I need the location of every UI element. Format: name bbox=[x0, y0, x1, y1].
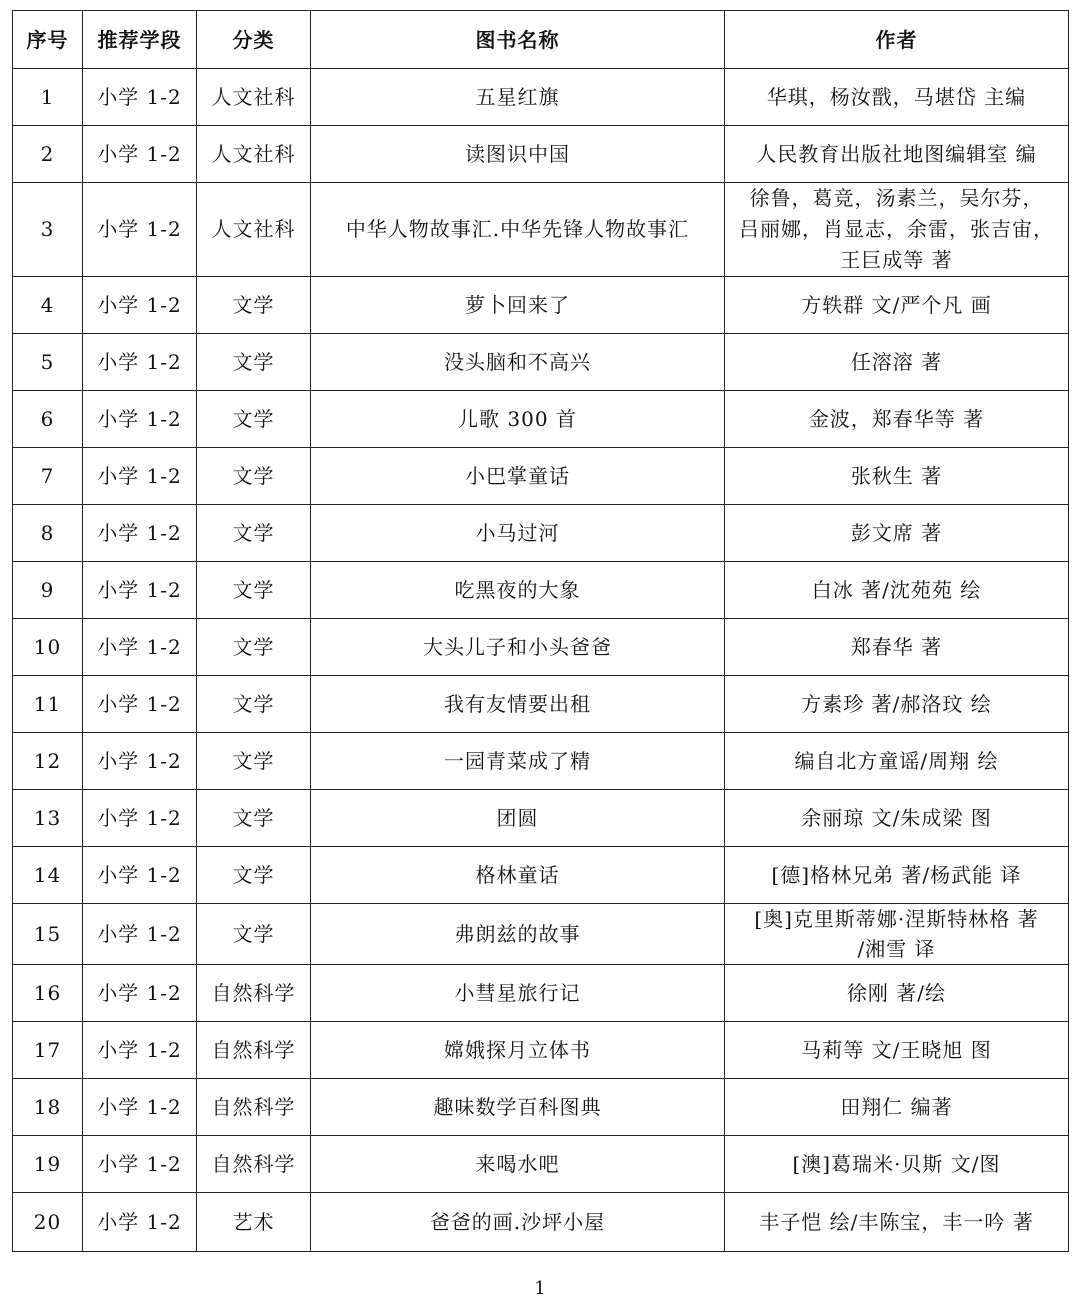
cell-author: [德]格林兄弟 著/杨武能 译 bbox=[725, 847, 1069, 904]
table-row bbox=[13, 1022, 1069, 1079]
table-row bbox=[13, 676, 1069, 733]
table-row bbox=[13, 965, 1069, 1022]
table-row bbox=[13, 391, 1069, 448]
table-row bbox=[13, 904, 1069, 965]
cell-stage: 小学 1-2 bbox=[83, 277, 197, 334]
header-stage: 推荐学段 bbox=[83, 11, 197, 69]
cell-stage: 小学 1-2 bbox=[83, 391, 197, 448]
page-number: 1 bbox=[534, 1278, 546, 1299]
cell-category: 自然科学 bbox=[197, 965, 311, 1022]
cell-title: 吃黑夜的大象 bbox=[311, 562, 725, 619]
cell-category: 文学 bbox=[197, 904, 311, 965]
cell-author: 白冰 著/沈苑苑 绘 bbox=[725, 562, 1069, 619]
cell-stage: 小学 1-2 bbox=[83, 1022, 197, 1079]
cell-title: 大头儿子和小头爸爸 bbox=[311, 619, 725, 676]
cell-stage: 小学 1-2 bbox=[83, 1193, 197, 1252]
cell-author: [奥]克里斯蒂娜·涅斯特林格 著 /湘雪 译 bbox=[725, 904, 1069, 965]
cell-category: 自然科学 bbox=[197, 1136, 311, 1193]
table-row bbox=[13, 1136, 1069, 1193]
cell-category: 自然科学 bbox=[197, 1022, 311, 1079]
cell-title: 没头脑和不高兴 bbox=[311, 334, 725, 391]
cell-stage: 小学 1-2 bbox=[83, 69, 197, 126]
cell-title: 读图识中国 bbox=[311, 126, 725, 183]
cell-stage: 小学 1-2 bbox=[83, 126, 197, 183]
cell-title: 五星红旗 bbox=[311, 69, 725, 126]
cell-index: 3 bbox=[13, 183, 83, 277]
cell-index: 9 bbox=[13, 562, 83, 619]
cell-index: 10 bbox=[13, 619, 83, 676]
cell-title: 来喝水吧 bbox=[311, 1136, 725, 1193]
cell-author: 郑春华 著 bbox=[725, 619, 1069, 676]
table-row bbox=[13, 619, 1069, 676]
cell-stage: 小学 1-2 bbox=[83, 733, 197, 790]
cell-category: 文学 bbox=[197, 448, 311, 505]
header-author: 作者 bbox=[725, 11, 1069, 69]
cell-category: 艺术 bbox=[197, 1193, 311, 1252]
table-row bbox=[13, 505, 1069, 562]
cell-category: 人文社科 bbox=[197, 69, 311, 126]
cell-index: 17 bbox=[13, 1022, 83, 1079]
cell-index: 11 bbox=[13, 676, 83, 733]
cell-category: 文学 bbox=[197, 277, 311, 334]
table-row bbox=[13, 69, 1069, 126]
cell-author: 田翔仁 编著 bbox=[725, 1079, 1069, 1136]
cell-title: 我有友情要出租 bbox=[311, 676, 725, 733]
cell-stage: 小学 1-2 bbox=[83, 448, 197, 505]
cell-title: 小彗星旅行记 bbox=[311, 965, 725, 1022]
cell-title: 嫦娥探月立体书 bbox=[311, 1022, 725, 1079]
cell-index: 20 bbox=[13, 1193, 83, 1252]
cell-stage: 小学 1-2 bbox=[83, 334, 197, 391]
cell-author: 马莉等 文/王晓旭 图 bbox=[725, 1022, 1069, 1079]
cell-author: 徐刚 著/绘 bbox=[725, 965, 1069, 1022]
cell-stage: 小学 1-2 bbox=[83, 183, 197, 277]
cell-index: 6 bbox=[13, 391, 83, 448]
table-row bbox=[13, 847, 1069, 904]
cell-category: 文学 bbox=[197, 391, 311, 448]
cell-index: 12 bbox=[13, 733, 83, 790]
cell-index: 2 bbox=[13, 126, 83, 183]
cell-category: 文学 bbox=[197, 847, 311, 904]
cell-stage: 小学 1-2 bbox=[83, 847, 197, 904]
cell-author: 丰子恺 绘/丰陈宝，丰一吟 著 bbox=[725, 1193, 1069, 1252]
table-row bbox=[13, 1193, 1069, 1252]
cell-author: 方轶群 文/严个凡 画 bbox=[725, 277, 1069, 334]
cell-title: 趣味数学百科图典 bbox=[311, 1079, 725, 1136]
table-row bbox=[13, 183, 1069, 277]
header-row bbox=[13, 11, 1069, 69]
header-category: 分类 bbox=[197, 11, 311, 69]
table-row bbox=[13, 562, 1069, 619]
cell-category: 自然科学 bbox=[197, 1079, 311, 1136]
cell-author: 方素珍 著/郝洛玟 绘 bbox=[725, 676, 1069, 733]
cell-author: 余丽琼 文/朱成梁 图 bbox=[725, 790, 1069, 847]
cell-title: 团圆 bbox=[311, 790, 725, 847]
cell-category: 人文社科 bbox=[197, 183, 311, 277]
table-row bbox=[13, 277, 1069, 334]
cell-author: 华琪，杨汝戬，马堪岱 主编 bbox=[725, 69, 1069, 126]
cell-stage: 小学 1-2 bbox=[83, 965, 197, 1022]
cell-author: 张秋生 著 bbox=[725, 448, 1069, 505]
cell-title: 一园青菜成了精 bbox=[311, 733, 725, 790]
header-index: 序号 bbox=[13, 11, 83, 69]
table-header bbox=[13, 11, 1069, 69]
cell-index: 8 bbox=[13, 505, 83, 562]
cell-author: [澳]葛瑞米·贝斯 文/图 bbox=[725, 1136, 1069, 1193]
cell-stage: 小学 1-2 bbox=[83, 619, 197, 676]
cell-stage: 小学 1-2 bbox=[83, 1136, 197, 1193]
cell-category: 文学 bbox=[197, 505, 311, 562]
cell-author: 任溶溶 著 bbox=[725, 334, 1069, 391]
cell-title: 中华人物故事汇.中华先锋人物故事汇 bbox=[311, 183, 725, 277]
book-list-table bbox=[12, 10, 1069, 1252]
cell-category: 文学 bbox=[197, 733, 311, 790]
cell-author: 金波，郑春华等 著 bbox=[725, 391, 1069, 448]
cell-title: 儿歌 300 首 bbox=[311, 391, 725, 448]
cell-stage: 小学 1-2 bbox=[83, 676, 197, 733]
cell-category: 文学 bbox=[197, 562, 311, 619]
table-row bbox=[13, 790, 1069, 847]
cell-author: 编自北方童谣/周翔 绘 bbox=[725, 733, 1069, 790]
cell-index: 15 bbox=[13, 904, 83, 965]
cell-stage: 小学 1-2 bbox=[83, 505, 197, 562]
cell-index: 1 bbox=[13, 69, 83, 126]
cell-category: 文学 bbox=[197, 676, 311, 733]
cell-index: 16 bbox=[13, 965, 83, 1022]
cell-index: 4 bbox=[13, 277, 83, 334]
cell-title: 小马过河 bbox=[311, 505, 725, 562]
cell-index: 13 bbox=[13, 790, 83, 847]
cell-index: 18 bbox=[13, 1079, 83, 1136]
table-body bbox=[13, 69, 1069, 1252]
cell-title: 格林童话 bbox=[311, 847, 725, 904]
cell-stage: 小学 1-2 bbox=[83, 904, 197, 965]
cell-category: 文学 bbox=[197, 619, 311, 676]
header-title: 图书名称 bbox=[311, 11, 725, 69]
cell-index: 14 bbox=[13, 847, 83, 904]
cell-title: 萝卜回来了 bbox=[311, 277, 725, 334]
cell-author: 人民教育出版社地图编辑室 编 bbox=[725, 126, 1069, 183]
cell-stage: 小学 1-2 bbox=[83, 790, 197, 847]
cell-category: 文学 bbox=[197, 790, 311, 847]
cell-author: 徐鲁，葛竞，汤素兰，吴尔芬， 吕丽娜，肖显志，余雷，张吉宙， 王巨成等 著 bbox=[725, 183, 1069, 277]
cell-stage: 小学 1-2 bbox=[83, 562, 197, 619]
cell-stage: 小学 1-2 bbox=[83, 1079, 197, 1136]
table-row bbox=[13, 448, 1069, 505]
table-row bbox=[13, 334, 1069, 391]
cell-index: 19 bbox=[13, 1136, 83, 1193]
table-row bbox=[13, 1079, 1069, 1136]
cell-author: 彭文席 著 bbox=[725, 505, 1069, 562]
cell-title: 弗朗兹的故事 bbox=[311, 904, 725, 965]
cell-category: 文学 bbox=[197, 334, 311, 391]
cell-title: 爸爸的画.沙坪小屋 bbox=[311, 1193, 725, 1252]
table-row bbox=[13, 733, 1069, 790]
cell-index: 7 bbox=[13, 448, 83, 505]
cell-index: 5 bbox=[13, 334, 83, 391]
cell-title: 小巴掌童话 bbox=[311, 448, 725, 505]
table-row bbox=[13, 126, 1069, 183]
cell-category: 人文社科 bbox=[197, 126, 311, 183]
